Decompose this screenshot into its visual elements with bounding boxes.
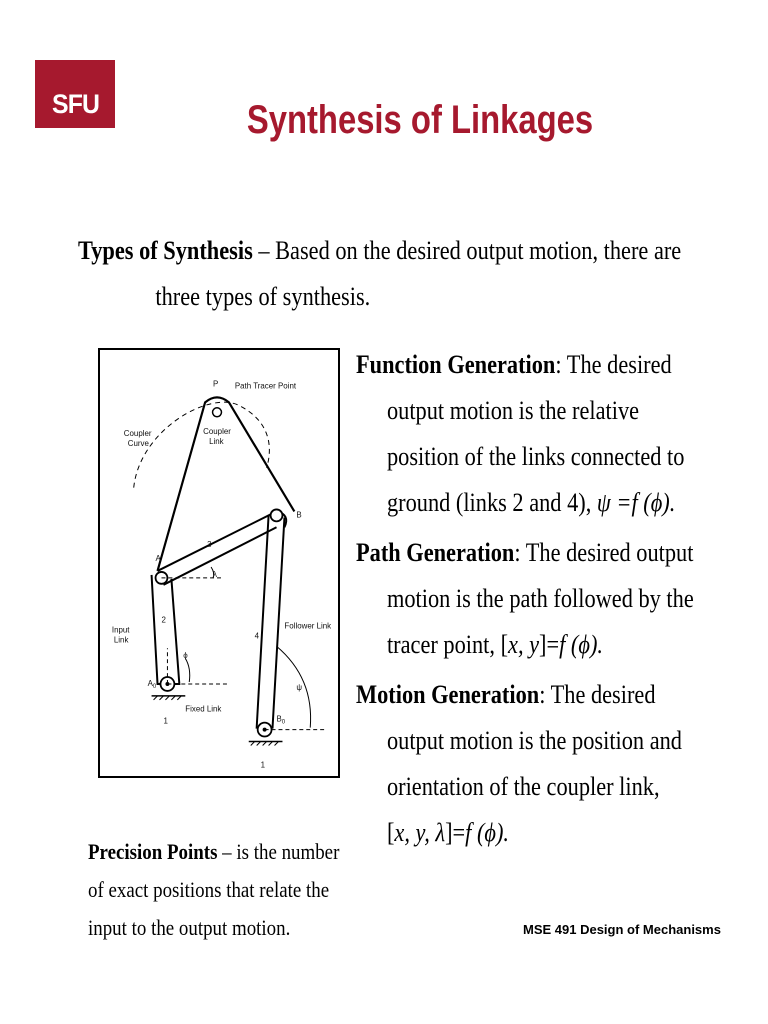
path-line-1	[356, 530, 709, 576]
logo-text: SFU	[51, 89, 99, 119]
coupler-link-lower	[163, 527, 276, 585]
label-b0-subscript: 0	[281, 719, 286, 726]
motion-formula-vars: x, y, λ	[394, 818, 446, 847]
function-line-1	[356, 342, 709, 388]
precision-line-2: of exact positions that relate the	[88, 877, 330, 902]
sfu-logo	[35, 60, 115, 128]
intro-line-1	[78, 236, 681, 265]
motion-formula-fn: f (ϕ).	[465, 818, 509, 847]
label-link-2: 2	[161, 615, 166, 625]
path-term: Path Generation	[356, 538, 515, 567]
label-input-link-1: Input	[111, 625, 130, 635]
label-b0-letter: B	[276, 714, 282, 724]
four-bar-linkage-figure	[98, 348, 340, 778]
path-line-2: motion is the path followed by the	[386, 584, 694, 613]
label-ground-1b: 1	[260, 760, 266, 770]
precision-points-note	[88, 833, 346, 947]
input-link	[152, 575, 180, 684]
follower-link	[254, 515, 285, 727]
label-a: A	[155, 554, 161, 564]
label-coupler-curve-1: Coupler	[123, 429, 152, 439]
motion-term: Motion Generation	[356, 680, 540, 709]
label-b0	[277, 715, 286, 726]
path-formula-fn: f (ϕ).	[559, 630, 603, 659]
synthesis-types-list	[356, 342, 768, 856]
coupler-link-outline	[155, 397, 295, 571]
precision-term: Precision Points	[88, 839, 218, 864]
motion-line-4	[356, 810, 709, 856]
path-tracer-point	[213, 408, 222, 417]
path-generation	[356, 530, 709, 668]
label-ground-1: 1	[163, 716, 168, 726]
intro-paragraph	[78, 228, 682, 320]
function-generation	[356, 342, 709, 526]
label-phi: ϕ	[183, 651, 188, 661]
label-a0	[148, 679, 157, 690]
motion-line-3: orientation of the coupler link,	[386, 772, 660, 801]
function-line-4-text: ground (links 2 and 4),	[386, 488, 597, 517]
path-line-3	[356, 622, 709, 668]
label-coupler-link-1: Coupler	[203, 427, 231, 437]
phi-angle-arc	[185, 658, 189, 682]
label-follower-link: Follower Link	[284, 621, 332, 631]
label-coupler-curve-2: Curve	[127, 438, 149, 448]
footer-course-name: MSE 491 Design of Mechanisms	[523, 922, 721, 937]
label-path-tracer-point: Path Tracer Point	[234, 381, 297, 391]
path-line-3-text: tracer point, [	[386, 630, 509, 659]
linkage-diagram	[100, 350, 338, 776]
label-link-3: 3	[207, 540, 212, 550]
motion-line-2: output motion is the position and	[386, 726, 682, 755]
motion-line-1	[356, 672, 709, 718]
label-psi: ψ	[296, 682, 303, 692]
function-line-4	[356, 480, 709, 526]
motion-formula-eq: ]=	[445, 818, 466, 847]
function-line-3: position of the links connected to	[386, 442, 685, 471]
motion-generation	[356, 672, 709, 856]
label-link-4: 4	[254, 631, 260, 641]
motion-line-1-rest: : The desired	[539, 680, 656, 709]
label-input-link-2: Link	[113, 635, 129, 645]
motion-formula-open: [	[386, 818, 395, 847]
function-line-1-rest: : The desired	[555, 350, 672, 379]
label-lambda: λ	[213, 569, 218, 579]
path-line-1-rest: : The desired output	[514, 538, 694, 567]
label-coupler-link-2: Link	[209, 437, 224, 446]
label-a0-subscript: 0	[152, 683, 157, 690]
label-p: P	[213, 379, 219, 389]
precision-line-1	[88, 833, 346, 871]
label-a0-letter: A	[147, 678, 153, 688]
precision-line-1-rest: – is the number	[217, 839, 340, 864]
joint-b	[271, 509, 283, 521]
path-formula-eq: ]=	[539, 630, 560, 659]
function-line-2: output motion is the relative	[386, 396, 640, 425]
intro-term: Types of Synthesis	[78, 236, 253, 265]
function-term: Function Generation	[356, 350, 556, 379]
intro-line-1-rest: – Based on the desired output motion, there are	[252, 236, 682, 265]
label-b: B	[296, 510, 302, 520]
intro-line-2: three types of synthesis.	[155, 282, 371, 311]
function-formula: ψ =f (ϕ).	[596, 488, 676, 517]
path-formula-vars: x, y	[508, 630, 540, 659]
precision-line-3: input to the output motion.	[88, 915, 291, 940]
slide-title: Synthesis of Linkages	[246, 98, 594, 142]
label-fixed-link: Fixed Link	[185, 704, 222, 714]
coupler-link-base	[155, 511, 277, 571]
